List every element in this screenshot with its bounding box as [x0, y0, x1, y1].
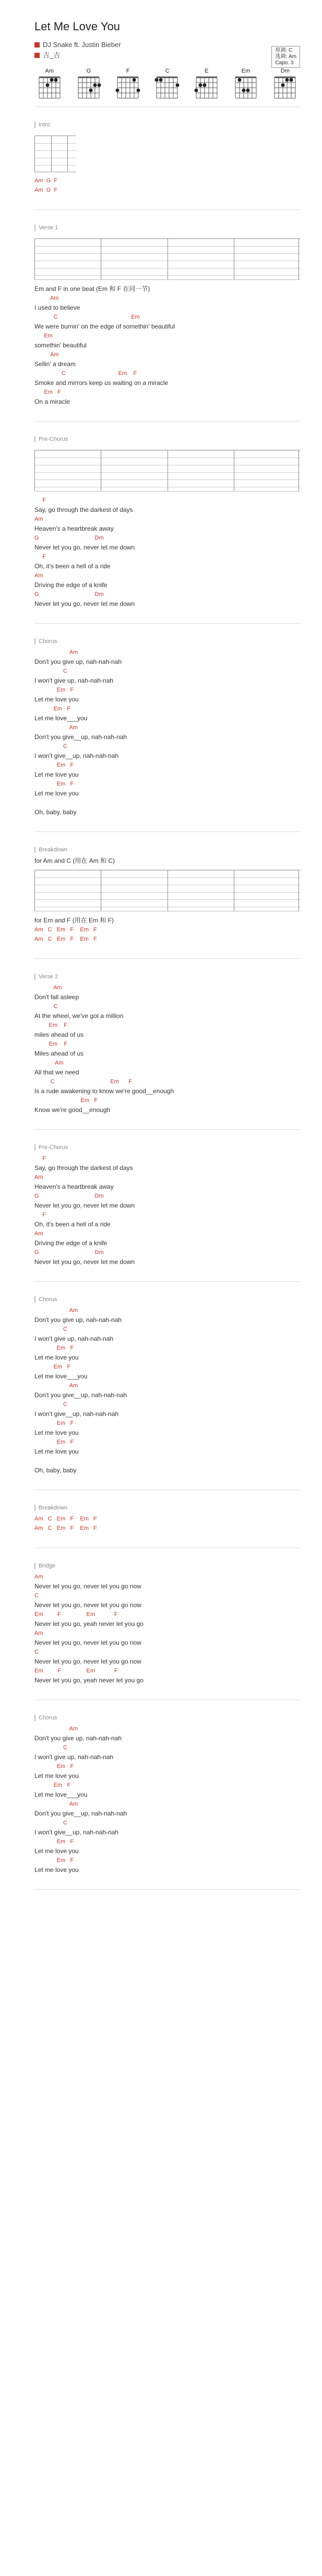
finger-dot [159, 78, 163, 82]
key-info-box [271, 46, 300, 68]
finger-dot [137, 89, 140, 92]
lyric-line: Let me love you [34, 1429, 79, 1436]
lyric-line: Don't you give up, nah-nah-nah [34, 658, 122, 665]
chord-line: Em F [34, 1097, 98, 1104]
song-sections [28, 111, 300, 1890]
section-title: Breakdown [34, 847, 67, 853]
chord-diagram [192, 68, 221, 99]
chord-line: Em F Em F [34, 1668, 118, 1674]
chord-line: Am C Em F Em F [34, 1525, 97, 1531]
chord-line: Em [34, 333, 53, 339]
chord-line: Am [34, 1574, 43, 1580]
divider [34, 958, 300, 959]
lyric-line: for Am and C (用在 Am 和 C) [34, 857, 115, 864]
lyric-line: Heaven's a heartbreak away [34, 525, 114, 532]
chord-line: C Em F [34, 1079, 133, 1085]
chord-diagram [152, 68, 182, 99]
chord-line: Em F [34, 1857, 74, 1864]
section-title: Chorus [34, 1296, 57, 1303]
song-section [34, 628, 300, 832]
chord-line: Em F [34, 1420, 74, 1426]
chord-line: Am [34, 1060, 64, 1066]
song-section [34, 426, 300, 624]
chord-line: C [34, 1326, 67, 1332]
lyric-line: I won't give up, nah-nah-nah [34, 1753, 114, 1761]
chord-diagram [231, 68, 260, 99]
section-spacer [34, 1475, 300, 1482]
finger-dot [155, 78, 159, 82]
chord-line: Am G F [34, 178, 57, 184]
lyric-line: Never let you go, never let you go now [34, 1639, 141, 1646]
chord-name: G [86, 68, 91, 74]
lyric-line: somethin' beautiful [34, 342, 87, 349]
info-line: 选调: Am [275, 54, 296, 60]
chord-line: Am [34, 1307, 78, 1314]
tab-bar [34, 870, 35, 911]
finger-dot [290, 78, 293, 82]
chord-line: C [34, 1744, 67, 1751]
chord-line: F [34, 1212, 46, 1218]
chord-line: Em F [34, 1439, 74, 1445]
chord-line: F [34, 1155, 46, 1162]
lyric-line: Driving the edge of a knife [34, 581, 108, 589]
lyric-line: Never let you go, yeah never let you go [34, 1677, 144, 1684]
chord-line: Am [34, 1801, 78, 1807]
lyric-line: Let me love you [34, 790, 79, 797]
lyric-line: Never let you go, never let me down [34, 544, 135, 551]
finger-dot [176, 84, 180, 87]
finger-dot [285, 78, 289, 82]
chord-line: F [34, 554, 46, 560]
lyric-line: Never let you go, never let me down [34, 600, 135, 607]
chord-diagram [113, 68, 143, 99]
artist-row [34, 40, 300, 50]
finger-dot [116, 89, 120, 92]
chord-line: Em F [34, 1041, 67, 1047]
chord-line: C [34, 1820, 67, 1826]
tab-staff [34, 238, 300, 280]
chord-line: C Em [34, 314, 140, 320]
finger-dot [198, 84, 202, 87]
lyric-line: Em and F in one beat (Em 和 F 在同一节) [34, 285, 150, 292]
lyric-line: Let me love you [34, 1772, 79, 1779]
divider [34, 209, 300, 210]
tab-staff [34, 870, 300, 911]
lyric-line [34, 798, 300, 807]
chord-line: Am [34, 295, 59, 301]
lyric-line: Know we're good__enough [34, 1106, 111, 1114]
lyric-line: I won't give__up, nah-nah-nah [34, 1829, 119, 1836]
lyric-line: Oh, it's been a hell of a ride [34, 1221, 111, 1228]
chord-line: Em F [34, 1782, 71, 1788]
finger-dot [242, 89, 246, 92]
section-spacer [34, 817, 300, 824]
lyric-line: I won't give__up, nah-nah-nah [34, 1410, 119, 1418]
lyric-line: I won't give__up, nah-nah-nah [34, 752, 119, 759]
chord-diagram [270, 68, 300, 99]
chord-line: Am [34, 1174, 43, 1180]
divider [34, 1129, 300, 1130]
finger-dot [133, 78, 136, 82]
lyric-line: Oh, baby, baby [34, 1467, 77, 1474]
lyric-line: Say, go through the darkest of days [34, 506, 133, 513]
finger-dot [54, 78, 57, 82]
lyric-line: Let me love you [34, 1354, 79, 1361]
uploader-icon [34, 53, 40, 58]
chord-line: G Dm [34, 535, 104, 541]
lyric-line: Is a rude awakening to know we're good__enough [34, 1087, 174, 1095]
song-title: Let Me Love You [34, 20, 120, 33]
chord-name: Dm [280, 68, 290, 74]
chord-grid [115, 75, 141, 99]
chord-line: Em F [34, 781, 74, 787]
chord-line: Em F [34, 389, 61, 395]
chord-line: C [34, 1593, 39, 1599]
tab-string [34, 172, 76, 173]
artist-name[interactable]: DJ Snake ft. Justin Bieber [43, 41, 121, 49]
lyric-line: Don't fall asleep [34, 993, 79, 1001]
lyric-line: Oh, baby, baby [34, 809, 77, 816]
section-title: Verse 2 [34, 974, 58, 980]
section-title: Bridge [34, 1563, 55, 1569]
tab-staff [34, 135, 76, 172]
song-section [34, 1286, 300, 1490]
lyric-line: Never let you go, yeah never let you go [34, 1620, 144, 1627]
section-title: Chorus [34, 1715, 57, 1721]
chord-line: Am C Em F Em F [34, 1516, 97, 1522]
song-section [34, 1552, 300, 1700]
chord-line: G Dm [34, 1193, 104, 1199]
lyric-line: Don't you give__up, nah-nah-nah [34, 1810, 127, 1817]
tab-bar [51, 136, 52, 171]
lyric-line: I used to believe [34, 304, 80, 311]
chord-grid [233, 75, 259, 99]
lyric-line: Let me love you [34, 771, 79, 778]
section-title: Chorus [34, 638, 57, 645]
chord-diagram [74, 68, 103, 99]
chord-diagrams [34, 68, 300, 99]
lyric-line: Driving the edge of a knife [34, 1239, 108, 1247]
chord-line: Am [34, 1231, 43, 1237]
lyric-line: Never let you go, never let you go now [34, 1583, 141, 1590]
chord-name: C [165, 68, 170, 74]
divider [34, 1889, 300, 1890]
tab-bar [67, 136, 68, 171]
chord-line: Am [34, 649, 78, 655]
tab-string [34, 150, 76, 151]
chord-line: Em F [34, 687, 74, 693]
chord-line: Am [34, 1726, 78, 1732]
chord-diagram [34, 68, 64, 99]
section-title: Verse 1 [34, 225, 58, 231]
section-title: Pre-Chorus [34, 1144, 68, 1151]
lyric-line: Never let you go, never let you go now [34, 1658, 141, 1665]
uploader-name[interactable]: 吉_吉 [43, 51, 61, 59]
chord-line: C [34, 743, 67, 750]
tab-staff [34, 450, 300, 491]
chord-line: C [34, 1401, 67, 1408]
finger-dot [89, 89, 92, 92]
finger-dot [246, 89, 250, 92]
chord-line: Em F [34, 1839, 74, 1845]
chord-line: Em F [34, 762, 74, 768]
lyric-line: Never let you go, never let you go now [34, 1601, 141, 1609]
finger-dot [202, 84, 206, 87]
divider [34, 1281, 300, 1282]
tab-string [34, 165, 76, 166]
tab-bar [34, 239, 35, 279]
tab-bar [34, 450, 35, 491]
section-title: Breakdown [34, 1505, 67, 1511]
chord-line: Am [34, 1630, 43, 1636]
tab-bar [34, 136, 35, 171]
chord-line: Am C Em F Em F [34, 936, 97, 942]
song-section [34, 963, 300, 1130]
finger-dot [50, 78, 53, 82]
chord-line: Am G F [34, 187, 57, 193]
chord-line: Em F Em F [34, 1611, 118, 1618]
finger-dot [238, 78, 242, 82]
lyric-line [34, 1456, 300, 1466]
song-section [34, 111, 300, 210]
section-spacer [34, 1685, 300, 1692]
chord-line: Em F [34, 706, 71, 712]
tab-string [34, 143, 76, 144]
chord-line: G Dm [34, 1249, 104, 1256]
lyric-line: Sellin' a dream [34, 360, 76, 368]
artist-icon [34, 42, 40, 48]
song-section [34, 214, 300, 421]
lyric-line: Don't you give__up, nah-nah-nah [34, 1391, 127, 1399]
uploader-row [34, 50, 300, 61]
chord-line: Am [34, 352, 59, 358]
info-line: 原调: C [275, 48, 293, 53]
chord-grid [194, 75, 220, 99]
chord-line: F [34, 497, 46, 504]
lyric-line: Oh, it's been a hell of a ride [34, 563, 111, 570]
song-section [34, 836, 300, 959]
lyric-line: Don't you give up, nah-nah-nah [34, 1735, 122, 1742]
chord-line: C [34, 1003, 58, 1010]
section-title: Pre-Chorus [34, 436, 68, 442]
lyric-line: Never let you go, never let me down [34, 1258, 135, 1266]
chord-line: G Dm [34, 591, 104, 598]
section-spacer [34, 195, 300, 202]
section-title: Intro [34, 122, 50, 128]
chord-grid [272, 75, 298, 99]
song-meta [34, 40, 300, 61]
chord-name: F [126, 68, 130, 74]
lyric-line: Let me love you [34, 1866, 79, 1874]
chord-line: Em F [34, 1345, 74, 1351]
lyric-line: Smoke and mirrors keep us waiting on a miracle [34, 379, 169, 387]
song-section [34, 1134, 300, 1282]
chord-line: C [34, 668, 67, 674]
section-spacer [34, 944, 300, 951]
chord-grid [154, 75, 180, 99]
section-spacer [34, 1115, 300, 1122]
chord-name: Em [241, 68, 251, 74]
lyric-line: At the wheel, we've got a million [34, 1012, 124, 1020]
chord-line: Am [34, 724, 78, 731]
section-spacer [34, 608, 300, 616]
divider [34, 623, 300, 624]
lyric-line: Don't you give__up, nah-nah-nah [34, 733, 127, 741]
section-spacer [34, 1267, 300, 1274]
lyric-line: Say, go through the darkest of days [34, 1164, 133, 1172]
lyric-line: Don't you give up, nah-nah-nah [34, 1316, 122, 1324]
finger-dot [97, 84, 101, 87]
finger-dot [194, 89, 198, 92]
chord-name: E [205, 68, 209, 74]
lyric-line: Let me love you [34, 1448, 79, 1455]
finger-dot [93, 84, 97, 87]
lyric-line: We were burnin' on the edge of somethin' beautiful [34, 323, 175, 330]
chord-line: Em F [34, 1022, 67, 1028]
info-line: Capo: 3 [275, 60, 294, 66]
song-section [34, 1704, 300, 1890]
chord-line: C [34, 1649, 39, 1655]
chord-name: Am [45, 68, 54, 74]
lyric-line: Let me love___you [34, 1791, 88, 1798]
lyric-line: Never let you go, never let me down [34, 1202, 135, 1209]
lyric-line: Let me love___you [34, 1373, 88, 1380]
section-spacer [34, 406, 300, 414]
chord-line: Am [34, 516, 43, 522]
chord-grid [76, 75, 102, 99]
chord-line: C Em F [34, 370, 137, 377]
lyric-line: Heaven's a heartbreak away [34, 1183, 114, 1190]
song-section [34, 1494, 300, 1548]
lyric-line: Let me love you [34, 1847, 79, 1855]
chord-line: Em F [34, 1763, 74, 1770]
lyric-line: Let me love___you [34, 715, 88, 722]
lyric-line: On a miracle [34, 398, 70, 405]
chord-line: Am [34, 985, 62, 991]
lyric-line: I won't give up, nah-nah-nah [34, 677, 114, 684]
section-spacer [34, 1533, 300, 1540]
chord-line: Am [34, 572, 43, 579]
chord-grid [37, 75, 63, 99]
lyric-line: I won't give up, nah-nah-nah [34, 1335, 114, 1342]
lyric-line: for Em and F (用在 Em 和 F) [34, 917, 114, 924]
lyric-line: Let me love you [34, 696, 79, 703]
finger-dot [45, 84, 49, 87]
chord-line: Em F [34, 1364, 71, 1370]
chord-line: Am [34, 1383, 78, 1389]
lyric-line: miles ahead of us [34, 1031, 84, 1038]
lyric-line: All that we need [34, 1069, 79, 1076]
finger-dot [281, 84, 285, 87]
section-spacer [34, 1875, 300, 1882]
lyric-line: Miles ahead of us [34, 1050, 84, 1057]
chord-line: Am C Em F Em F [34, 927, 97, 933]
